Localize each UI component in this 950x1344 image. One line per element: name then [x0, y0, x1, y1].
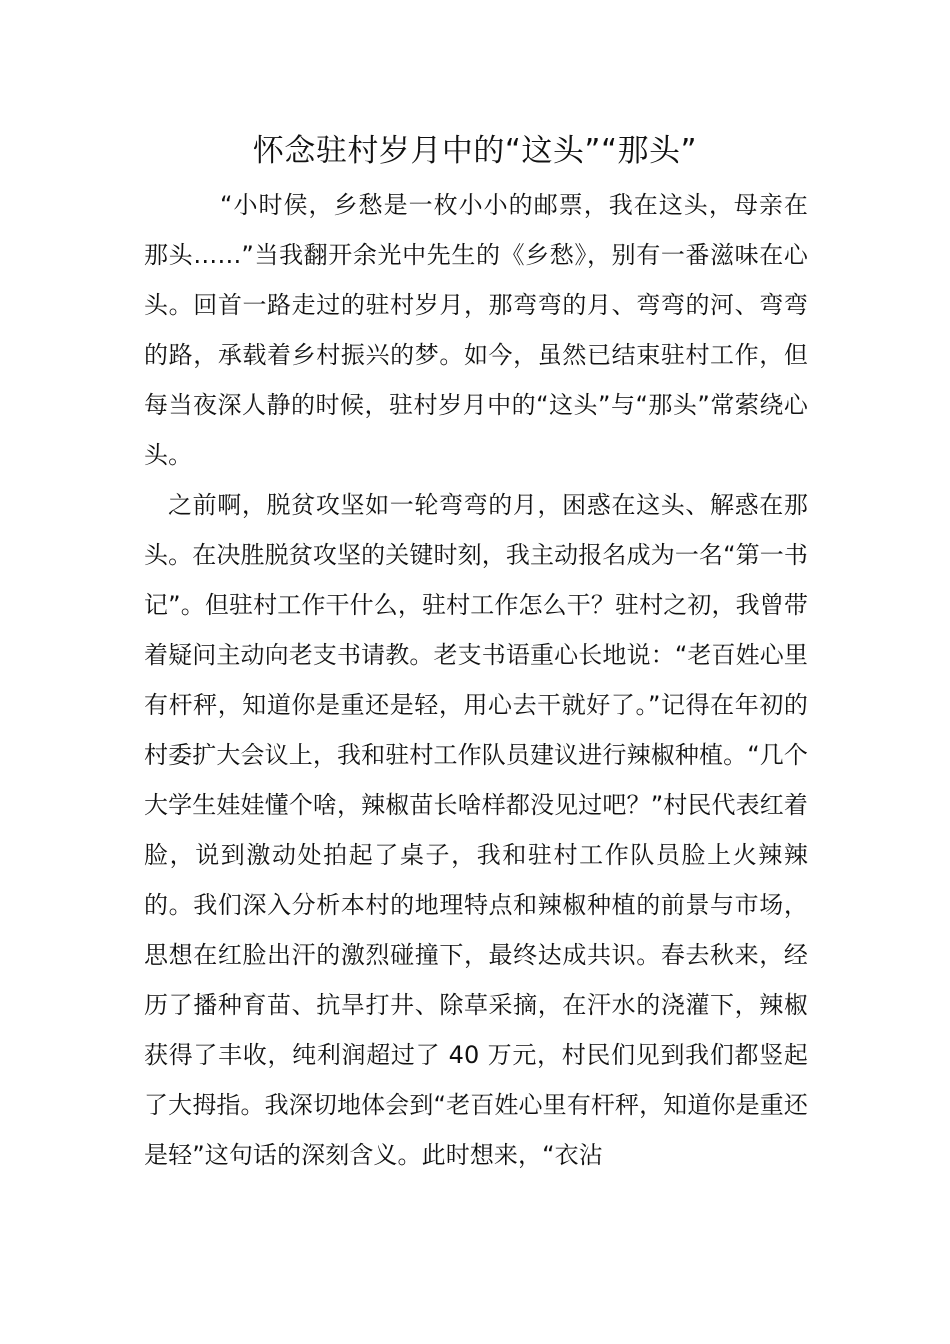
paragraph-2: 之前啊，脱贫攻坚如一轮弯弯的月，困惑在这头、解惑在那头。在决胜脱贫攻坚的关键时刻，我主动报名成为一名“第一书记”。但驻村工作干什么，驻村工作怎么干？驻村之初，我曾带着疑问主动向老支书请教。老支书语重心长地说：“老百姓心里有杆秤，知道你是重还是轻，用心去干就好了。”记得在年初的村委扩大会议上，我和驻村工作队员建议进行辣椒种植。“几个大学生娃娃懂个啥，辣椒苗长啥样都没见过吧？”村民代表红着脸，说到激动处拍起了桌子，我和驻村工作队员脸上火辣辣的。我们深入分析本村的地理特点和辣椒种植的前景与市场，思想在红脸出汗的激烈碰撞下，最终达成共识。春去秋来，经历了播种育苗、抗旱打井、除草采摘，在汗水的浇灌下，辣椒获得了丰收，纯利润超过了 40 万元，村民们见到我们都竖起了大拇指。我深切地体会到“老百姓心里有杆秤，知道你是重还是轻”这句话的深刻含义。此时想来，“衣沾 — [144, 491, 808, 1169]
document-body — [144, 180, 808, 1180]
paragraph-1: “小时侯，乡愁是一枚小小的邮票，我在这头，母亲在那头……”当我翻开余光中先生的《乡愁》，别有一番滋味在心头。回首一路走过的驻村岁月，那弯弯的月、弯弯的河、弯弯的路，承载着乡村振兴的梦。如今，虽然已结束驻村工作，但每当夜深人静的时候，驻村岁月中的“这头”与“那头”常萦绕心头。 — [144, 191, 808, 469]
document-title: 怀念驻村岁月中的“这头”“那头” — [252, 133, 698, 169]
